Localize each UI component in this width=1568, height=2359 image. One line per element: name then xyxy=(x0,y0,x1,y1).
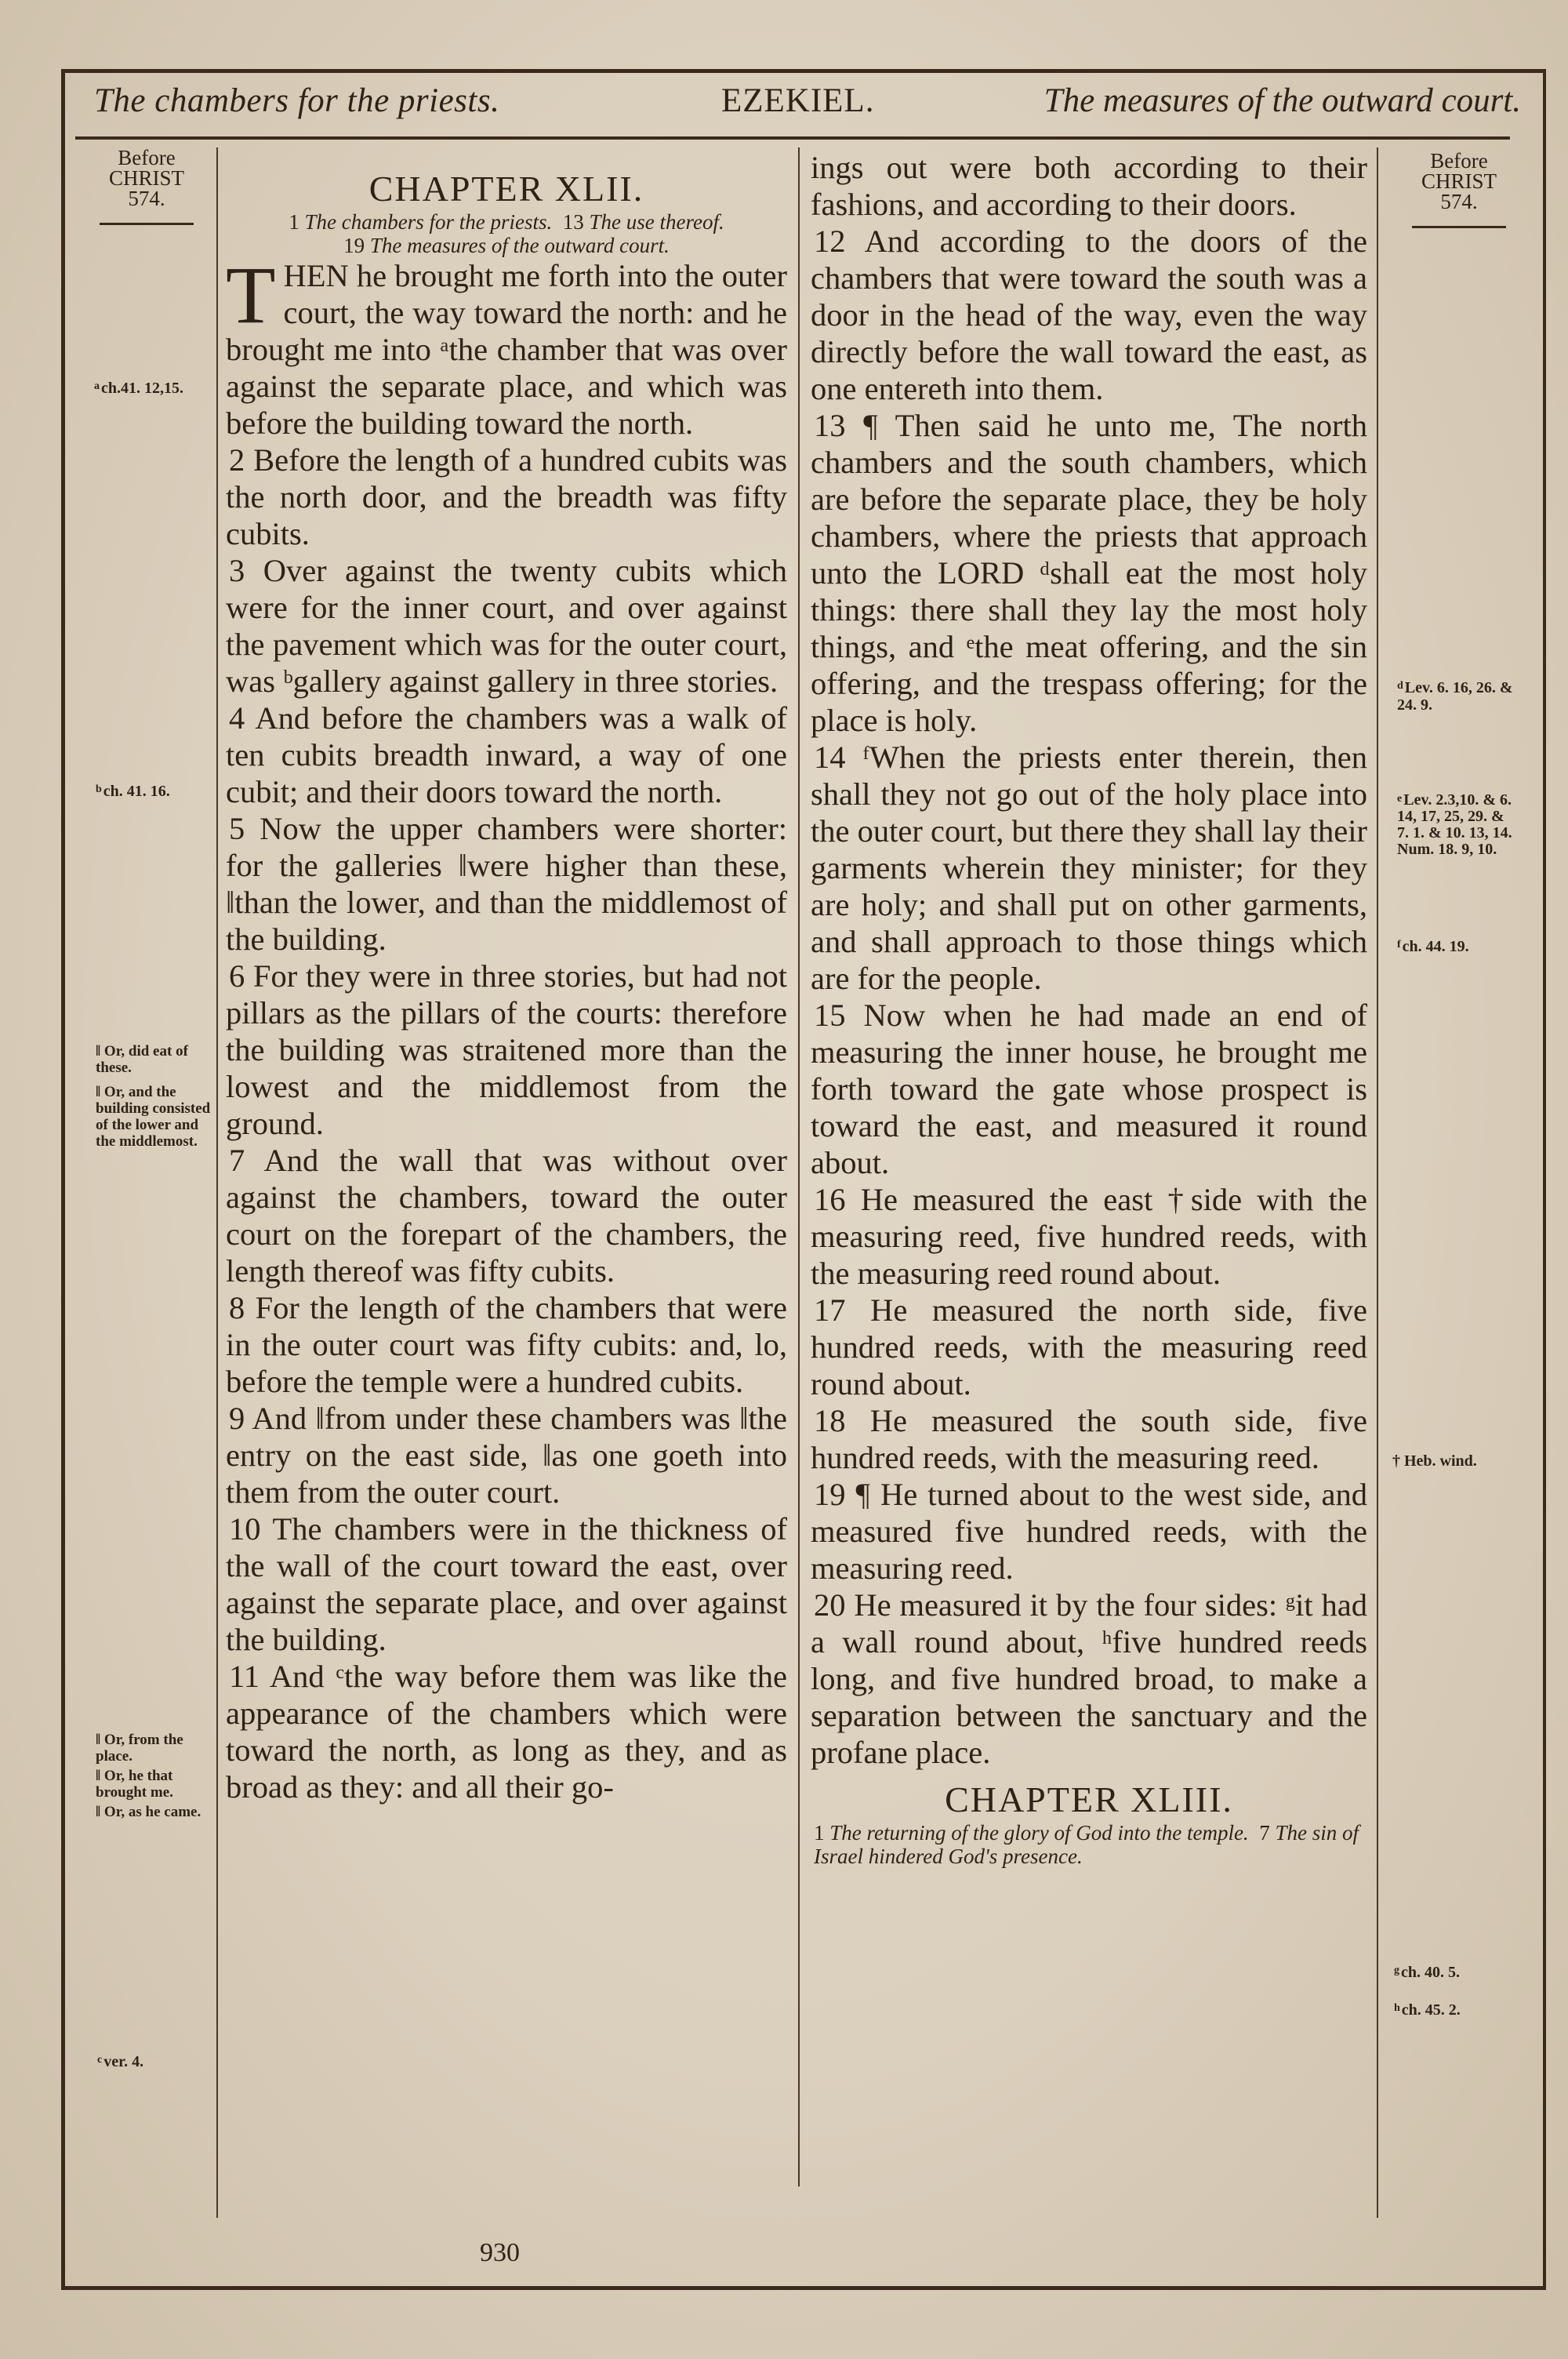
verse-number: 13 xyxy=(814,408,864,443)
margin-note-a xyxy=(94,380,212,397)
verse-text: He measured the north side, five hundred reeds, with the measuring reed round about. xyxy=(811,1292,1368,1401)
margin-note-g xyxy=(1394,1964,1516,1981)
verse-number: 3 xyxy=(229,553,263,588)
margin-note-h xyxy=(1394,2001,1516,2019)
margin-note-b xyxy=(96,783,213,800)
verses-right xyxy=(811,149,1367,1771)
verse-12 xyxy=(811,223,1367,407)
summary-text: The chambers for the priests. xyxy=(304,210,553,234)
before-christ-rule xyxy=(1412,226,1506,228)
verse-number: 15 xyxy=(814,998,864,1033)
margin-note-brought-me xyxy=(96,1768,212,1801)
column-rule-left xyxy=(216,147,218,2218)
verse-number: 5 xyxy=(229,811,260,846)
verse-number: 9 xyxy=(229,1401,252,1436)
note-mark: c xyxy=(97,2054,103,2066)
verse-19 xyxy=(811,1476,1367,1587)
parallel-mark-icon: ‖ xyxy=(96,1768,101,1784)
note-mark: b xyxy=(96,783,102,795)
christ-label: CHRIST xyxy=(1421,169,1497,193)
verse-text: For they were in three stories, but had not pillars as the pillars of the courts: therefore the building was straitened more than the lowest and the middlemost from the ground. xyxy=(226,958,788,1141)
note-mark: h xyxy=(1394,2002,1400,2014)
note-text: Lev. 6. 16, 26. & 24. 9. xyxy=(1397,679,1513,714)
verse-20 xyxy=(811,1587,1367,1771)
summary-verse-num: 13 xyxy=(562,210,584,234)
verse-number: 19 xyxy=(814,1477,856,1512)
verse-16 xyxy=(811,1181,1367,1292)
verse-text: And the wall that was without over against the chambers, toward the outer court on the forepart of the chambers, the length thereof was fifty cubits. xyxy=(226,1143,787,1289)
header-rule xyxy=(75,136,1510,140)
margin-note-from-place xyxy=(96,1732,212,1765)
verse-number: 6 xyxy=(229,958,254,994)
verse-text: ings out were both according to their fashions, and according to their doors. xyxy=(811,150,1367,222)
note-text: Or, as he came. xyxy=(103,1804,201,1820)
note-mark: d xyxy=(1397,680,1403,692)
note-text: ch. 45. 2. xyxy=(1401,2001,1461,2019)
summary-verse-num: 19 xyxy=(343,234,365,257)
running-head xyxy=(94,78,1521,125)
verse-text: And according to the doors of the chambers that were toward the south was a door in the head of the way, even the way directly before the wall toward the east, as one entereth into them. xyxy=(811,224,1368,406)
column-rule-right xyxy=(1377,147,1378,2218)
verse-4 xyxy=(226,700,787,810)
verse-6 xyxy=(226,958,787,1142)
chapter-42-summary xyxy=(226,210,787,257)
parallel-mark-icon: ‖ xyxy=(96,1084,101,1100)
verse-2 xyxy=(226,442,787,552)
verse-3 xyxy=(226,552,787,700)
note-mark: e xyxy=(1397,793,1403,805)
running-head-book: EZEKIEL. xyxy=(721,82,875,119)
chapter-42-title: CHAPTER XLII. xyxy=(368,169,644,209)
verse-text: ¶ He turned about to the west side, and measured five hundred reeds, with the measuring reed. xyxy=(811,1477,1367,1586)
verse-text: HEN he brought me forth into the outer court, the way toward the north: and he brought me into ᵃthe chamber that was over against the separate place, and which was before the building toward the north. xyxy=(226,258,787,441)
parallel-mark-icon: ‖ xyxy=(96,1043,101,1060)
note-mark: f xyxy=(1397,939,1401,951)
dagger-mark-icon: † xyxy=(1392,1452,1400,1470)
verse-8 xyxy=(226,1289,787,1400)
verse-text: He measured the east †side with the measuring reed, five hundred reeds, with the measuring reed round about. xyxy=(811,1182,1367,1291)
verse-17 xyxy=(811,1292,1367,1402)
verse-10 xyxy=(226,1510,787,1658)
year-label: 574. xyxy=(1440,190,1478,213)
margin-note-f xyxy=(1397,938,1515,955)
christ-label: CHRIST xyxy=(108,166,185,190)
note-text: Heb. wind. xyxy=(1404,1452,1477,1470)
note-text: ver. 4. xyxy=(103,2053,144,2070)
verse-number: 17 xyxy=(814,1292,871,1328)
margin-note-as-he-came xyxy=(96,1804,212,1820)
note-text: Lev. 2.3,10. & 6. 14, 17, 25, 29. & 7. 1. & 10. 13, 14. Num. 18. 9, 10. xyxy=(1397,791,1512,858)
summary-text: The sin of Israel hindered God's presence. xyxy=(814,1821,1359,1868)
note-text: ch. 44. 19. xyxy=(1402,938,1469,955)
year-label: 574. xyxy=(128,187,165,210)
verse-number: 16 xyxy=(814,1182,861,1217)
verse-15 xyxy=(811,997,1367,1181)
margin-note-d xyxy=(1397,679,1515,714)
verse-13 xyxy=(811,407,1367,739)
note-text: Or, and the building consisted of the lower and the middlemost. xyxy=(96,1084,211,1150)
note-text: Or, did eat of these. xyxy=(96,1043,188,1076)
verse-14 xyxy=(811,739,1367,997)
verse-11-continued xyxy=(811,149,1367,223)
verse-number: 10 xyxy=(229,1511,273,1547)
note-text: Or, from the place. xyxy=(96,1732,183,1765)
verse-number: 11 xyxy=(229,1659,270,1694)
verse-1 xyxy=(226,250,787,442)
summary-text: The measures of the outward court. xyxy=(369,234,670,257)
verse-text: He measured it by the four sides: ᵍit had a wall round about, ʰfive hundred reeds long, and five hundred broad, to make a separation between the sanctuary and the profane place. xyxy=(811,1587,1367,1770)
margin-note-c xyxy=(97,2053,213,2070)
note-mark: a xyxy=(94,380,100,392)
summary-verse-num: 7 xyxy=(1259,1821,1270,1845)
before-christ-label: Before xyxy=(118,146,176,169)
column-rule-center xyxy=(798,147,800,2186)
margin-note-e xyxy=(1397,792,1515,858)
summary-verse-num: 1 xyxy=(289,210,299,234)
verse-number: 14 xyxy=(814,740,863,775)
verse-number: 18 xyxy=(814,1403,870,1438)
note-text: ch. 40. 5. xyxy=(1401,1964,1460,1981)
verse-text: He measured the south side, five hundred reeds, with the measuring reed. xyxy=(811,1403,1367,1475)
verse-9 xyxy=(226,1400,787,1510)
margin-note-heb xyxy=(1392,1452,1515,1470)
note-text: ch.41. 12,15. xyxy=(101,380,183,397)
running-head-left: The chambers for the priests. xyxy=(94,82,500,119)
summary-text: The use thereof. xyxy=(589,210,724,234)
verse-text: And ‖from under these chambers was ‖the entry on the east side, ‖as one goeth into them from the outer court. xyxy=(226,1401,787,1510)
verse-text: Over against the twenty cubits which were for the inner court, and over against the pavement which was for the outer court, was ᵇgallery against gallery in three stories. xyxy=(226,553,788,699)
chapter-43-title: CHAPTER XLIII. xyxy=(945,1779,1233,1819)
verse-text: Before the length of a hundred cubits was the north door, and the breadth was fifty cubits. xyxy=(226,442,787,551)
parallel-mark-icon: ‖ xyxy=(96,1804,101,1820)
page-number: 930 xyxy=(480,2238,520,2267)
note-text: ch. 41. 16. xyxy=(103,783,170,800)
note-mark: g xyxy=(1394,1965,1399,1976)
before-christ-rule xyxy=(100,223,194,225)
verse-7 xyxy=(226,1142,787,1289)
margin-note-did-eat xyxy=(96,1043,212,1076)
verse-number: 2 xyxy=(229,442,254,478)
verse-number: 8 xyxy=(229,1290,256,1325)
verse-number: 20 xyxy=(814,1587,855,1623)
before-christ-right xyxy=(1400,151,1518,228)
verse-number: 4 xyxy=(229,700,256,736)
verse-text: ¶ Then said he unto me, The north chambers and the south chambers, which are before the separate place, they be holy chambers, where the priests that approach unto the LORD ᵈshall eat the most holy things: there shall they lay the most holy things, and ᵉthe meat offering, and the sin offering, and the trespass offering; for the place is holy. xyxy=(811,408,1367,738)
verses-left xyxy=(226,250,788,1805)
text-column-right xyxy=(811,149,1367,1868)
verse-text: And before the chambers was a walk of ten cubits breadth inward, a way of one cubit; and their doors toward the north. xyxy=(226,700,787,809)
margin-note-building xyxy=(96,1084,212,1150)
summary-verse-num: 1 xyxy=(814,1821,825,1845)
verse-text: ᶠWhen the priests enter therein, then shall they not go out of the holy place into the outer court, but there they shall lay their garments wherein they minister; for they are holy; and shall put on other garments, and shall approach to those things which are for the people. xyxy=(811,740,1367,996)
verse-5 xyxy=(226,810,787,958)
verse-number: 7 xyxy=(229,1143,264,1178)
verse-text: And ᶜthe way before them was like the appearance of the chambers which were toward the north, as long as they, and as broad as they: and all their go- xyxy=(226,1659,787,1805)
verse-text: The chambers were in the thickness of the wall of the court toward the east, over against the separate place, and over against the building. xyxy=(226,1511,787,1657)
summary-text: The returning of the glory of God into the temple. xyxy=(829,1821,1249,1845)
verse-11 xyxy=(226,1658,787,1805)
drop-cap: T xyxy=(226,250,276,340)
running-head-right: The measures of the outward court. xyxy=(1044,82,1521,119)
verse-text: Now the upper chambers were shorter: for the galleries ‖were higher than these, ‖than the lower, and than the middlemost of the building. xyxy=(226,811,788,957)
before-christ-label: Before xyxy=(1430,149,1488,173)
verse-number: 12 xyxy=(814,224,865,259)
note-text: Or, he that brought me. xyxy=(96,1768,173,1801)
text-column-left xyxy=(226,165,787,1805)
verse-text: Now when he had made an end of measuring the inner house, he brought me forth toward the gate whose prospect is toward the east, and measured it round about. xyxy=(811,998,1367,1180)
verse-18 xyxy=(811,1402,1367,1476)
verse-text: For the length of the chambers that were in the outer court was fifty cubits: and, lo, before the temple were a hundred cubits. xyxy=(226,1290,788,1399)
chapter-43-summary xyxy=(811,1821,1367,1868)
parallel-mark-icon: ‖ xyxy=(96,1732,101,1748)
before-christ-left xyxy=(88,147,205,225)
